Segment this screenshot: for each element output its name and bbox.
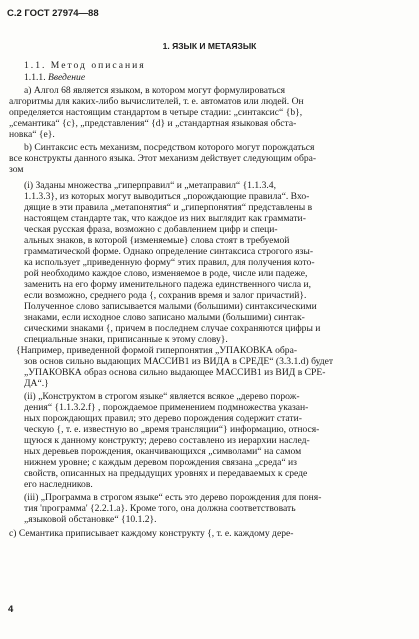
text-line: ческая русская фраза, возможно с добавлением цифр и специ- [24, 224, 278, 235]
text-line: „языковой обстановке“ {10.1.2}. [24, 514, 157, 525]
page-header: С.2 ГОСТ 27974—88 [7, 8, 99, 19]
text-line: b) Синтаксис есть механизм, посредством которого могут порождаться [24, 142, 315, 153]
text-line: его наследников. [24, 479, 93, 490]
text-line: знаками, если исходное слово записано малыми (большими) синтак- [24, 312, 305, 323]
text-line: c) Семантика приписывает каждому конструкту {, т. е. каждому дере- [9, 528, 294, 539]
text-line: „УПАКОВКА образ основа сильно выдающее МАССИВ1 из ВИД в СРЕ- [24, 367, 326, 378]
subsection-heading [24, 60, 146, 71]
page-number: 4 [8, 604, 14, 615]
text-line: нижнем уровне; с каждым деревом порождения связана „среда“ из [24, 457, 297, 468]
text-line: (ii) „Конструктом в строгом языке“ является всякое „дерево порож- [24, 391, 300, 402]
subsubsection-number: 1.1.1. [24, 72, 46, 83]
subsubsection-heading [24, 72, 85, 83]
text-line: рой необходимо каждое слово, изменяемое в роде, числе или падеже, [24, 268, 308, 279]
text-line: (i) Заданы множества „гиперправил“ и „метаправил“ {1.1.3.4, [24, 180, 276, 191]
text-line: настоящем стандарте так, что каждое из них выглядит как граммати- [24, 213, 306, 224]
text-line: щуюся к данному конструкту; дерево составлено из иерархии наслед- [24, 435, 310, 446]
text-line: ческую {, т. е. известную во „время трансляции“} информацию, относя- [24, 424, 320, 435]
text-line: определяется настоящим стандартом в четыре стадии: „синтаксис“ {b}, [9, 107, 303, 118]
text-line: сическими знаками {, причем в последнем случае сохраняются цифры и [24, 323, 321, 334]
text-line: алгоритмы для каких-либо вычислителей, т. е. автоматов или людей. Он [9, 96, 304, 107]
text-line: (iii) „Программа в строгом языке“ есть это дерево порождения для поня- [24, 492, 322, 503]
text-line: заменить на его форму именительного падежа единственного числа и, [24, 279, 312, 290]
text-line: специальные знаки, приписанные к этому слову}. [24, 334, 228, 345]
text-line: если возможно, среднего рода {, сохранив время и залог причастий}. [24, 290, 307, 301]
text-line: ка использует „приведенную форму“ этих правил, для получения кото- [24, 257, 315, 268]
text-line: a) Алгол 68 является языком, в котором могут формулироваться [24, 85, 286, 96]
text-line: грамматической форме. Однако определение синтаксиса строгого язы- [24, 246, 314, 257]
text-line: альных знаков, в которой {изменяемые} слова стоят в требуемой [24, 235, 290, 246]
text-line: ных порождающих правил; это дерево порождения содержит стати- [24, 413, 302, 424]
text-line: „семантика“ {c}, „представления“ {d} и „стандартная языковая обста- [9, 118, 297, 129]
subsection-text: 1.1. Метод описания [24, 60, 146, 71]
text-line: ных деревьев порождения, оканчивающихся „символами“ на самом [24, 446, 302, 457]
text-line: дящие в эти правила „метапонятия“ и „гиперпонятия“ представлены в [24, 202, 313, 213]
section-title: 1. ЯЗЫК И МЕТАЯЗЫК [162, 41, 257, 51]
text-line: ДА“.} [24, 378, 49, 389]
text-line: новка“ {е}. [9, 129, 55, 140]
text-line: зом [9, 164, 24, 175]
text-line: Полученное слово записывается малыми (большими) синтаксическими [24, 301, 317, 312]
subsubsection-title: Введение [48, 72, 86, 83]
text-line: {Например, приведенной формой гиперпонятия „УПАКОВКА обра- [16, 345, 298, 356]
text-line: 1.1.3.3}, из которых могут выводиться „порождающие правила“. Вхо- [24, 191, 310, 202]
text-line: свойств, описанных на предыдущих уровнях и передаваемых к среде [24, 468, 308, 479]
text-line: зов основ сильно выдающих МАССИВ1 из ВИДА в СРЕДЕ“ (3.3.1.d) будет [24, 356, 334, 367]
text-line: тия 'программа' {2.2.1.a}. Кроме того, она должна соответствовать [24, 503, 296, 514]
text-line: дения“ {1.1.3.2.f} , порождаемое применением подмножества указан- [24, 402, 309, 413]
text-line: все конструкты данного языка. Этот механизм действует следующим обра- [9, 153, 317, 164]
